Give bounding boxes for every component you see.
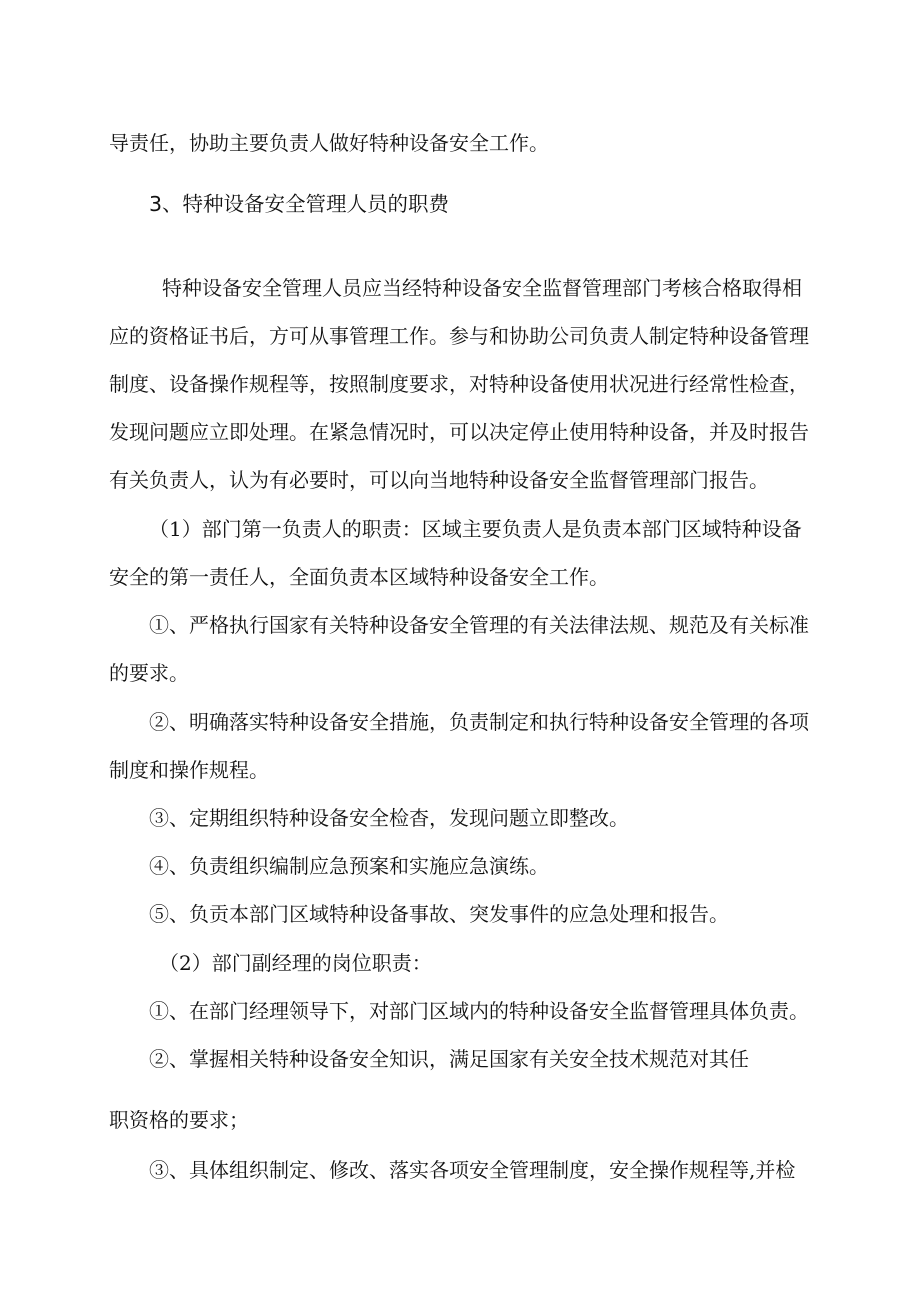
- list-item-line: ④、负责组织编制应急预案和实施应急演练。: [149, 854, 549, 878]
- list-item-line: ⑤、负贡本部门区域特种设备事故、突发事件的应急处理和报告。: [149, 902, 729, 926]
- list-item-line: ②、明确落实特种设备安全措施，负责制定和执行特种设备安全管理的各项: [149, 710, 809, 734]
- section-heading: 3、特种设备安全管理人员的职费: [149, 192, 450, 216]
- paragraph-line: 有关负责人，认为有必要时，可以向当地特种设备安全监督管理部门报告。: [109, 468, 769, 492]
- list-item-line: ③、定期组织特种设备安全检杳，发现问题立即整改。: [149, 806, 629, 830]
- paragraph-line: 职资格的要求；: [109, 1108, 249, 1132]
- subsection-line: （2）部门副经理的岗位职责：: [159, 951, 432, 975]
- paragraph-line: 特种设备安全管理人员应当经特种设备安全监督管理部门考核合格取得相: [162, 276, 802, 300]
- list-item-line: ①、严格执行国家有关特种设备安全管理的有关法律法规、规范及有关标准: [149, 613, 809, 637]
- list-item-line: ①、在部门经理领导下，对部门区域内的特种设备安全监督管理具体负责。: [149, 999, 809, 1023]
- paragraph-line: 发现问题应立即处理。在紧急情况时，可以决定停止使用特种设备，并及时报告: [109, 420, 809, 444]
- paragraph-line: 安全的第一责任人，全面负责本区域特种设备安全工作。: [109, 565, 609, 589]
- paragraph-line: 应的资格证书后，方可从事管理工作。参与和协助公司负责人制定特种设备管理: [109, 324, 809, 348]
- subsection-line: （1）部门第一负责人的职责：区域主要负责人是负责本部门区域特种设备: [149, 517, 802, 541]
- paragraph-line: 制度、设备操作规程等，按照制度要求，对特种设备使用状况进行经常性检查，: [109, 372, 809, 396]
- paragraph-line: 的要求。: [109, 661, 189, 685]
- paragraph-line: 导责任，协助主要负责人做好特种设备安全工作。: [109, 131, 549, 155]
- list-item-line: ②、掌握相关特种设备安全知识，满足国家有关安全技术规范对其任: [149, 1047, 749, 1071]
- list-item-line: ③、具体组织制定、修改、落实各项安全管理制度，安全操作规程等,并检: [149, 1158, 796, 1182]
- paragraph-line: 制度和操作规程。: [109, 758, 269, 782]
